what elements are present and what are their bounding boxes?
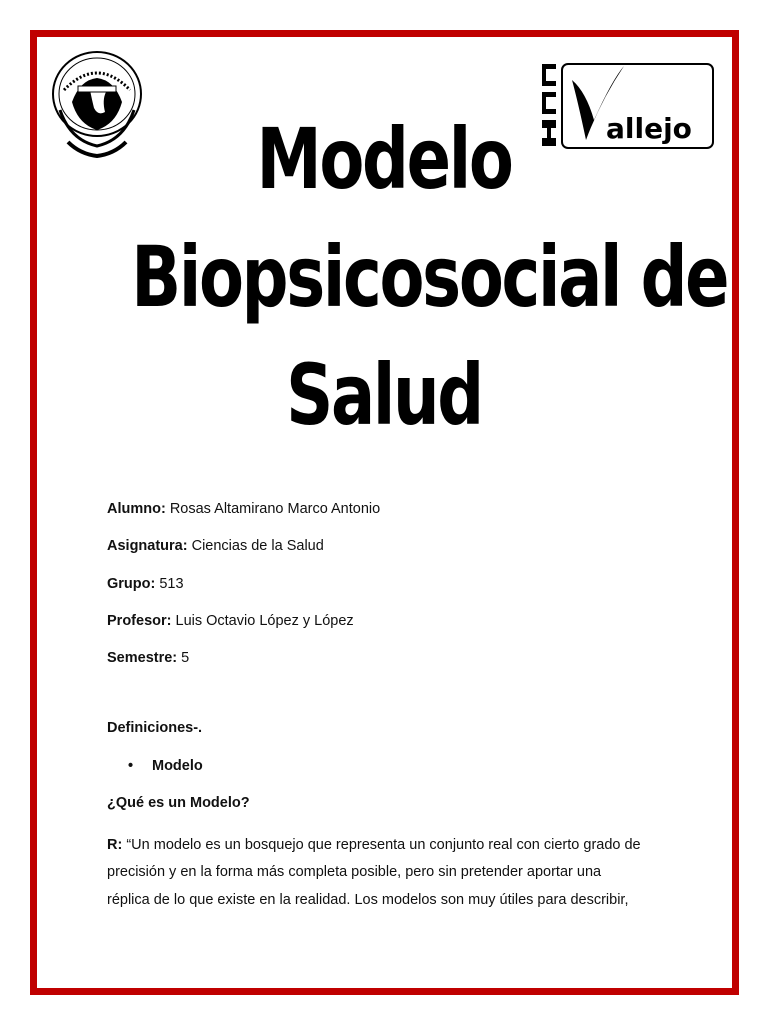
cch-logo-text: allejo [606, 112, 692, 145]
info-row-grupo [107, 573, 380, 610]
info-row-alumno [107, 498, 380, 535]
bullet-label: Modelo [152, 758, 203, 774]
info-value: 513 [159, 575, 184, 592]
info-value: Rosas Altamirano Marco Antonio [169, 501, 381, 517]
info-label: Profesor: [107, 612, 172, 629]
definitions-heading: Definiciones-. [107, 720, 203, 736]
info-label: Alumno: [107, 501, 166, 517]
answer-text: “Un modelo es un bosquejo que representa un conjunto real con cierto grado de [126, 837, 641, 853]
title-line-3: Salud [286, 346, 482, 444]
student-info [107, 498, 380, 684]
answer-line-1 [107, 832, 682, 859]
info-label: Asignatura: [107, 538, 188, 555]
title-line-2: Biopsicosocial de [131, 228, 728, 326]
info-value: Ciencias de la Salud [191, 538, 324, 555]
answer-line-2: precisión y en la forma más completa posible, pero sin pretender aportar una [107, 864, 602, 881]
title-line-1: Modelo [256, 110, 512, 208]
bullet-item-modelo [128, 758, 203, 774]
info-label: Semestre: [107, 650, 178, 667]
info-value: 5 [181, 650, 190, 667]
answer-label: R: [107, 837, 123, 853]
info-row-profesor [107, 610, 380, 647]
info-value: Luis Octavio López y López [175, 612, 354, 629]
info-label: Grupo: [107, 575, 156, 592]
answer-line-3: réplica de lo que existe en la realidad. Los modelos son muy útiles para describir, [107, 891, 629, 908]
university-seal-logo [50, 50, 144, 160]
question-heading: ¿Qué es un Modelo? [107, 795, 250, 811]
answer-paragraph [107, 832, 682, 914]
bullet-dot-icon: • [128, 758, 134, 774]
info-row-asignatura [107, 535, 380, 572]
info-row-semestre [107, 647, 380, 684]
